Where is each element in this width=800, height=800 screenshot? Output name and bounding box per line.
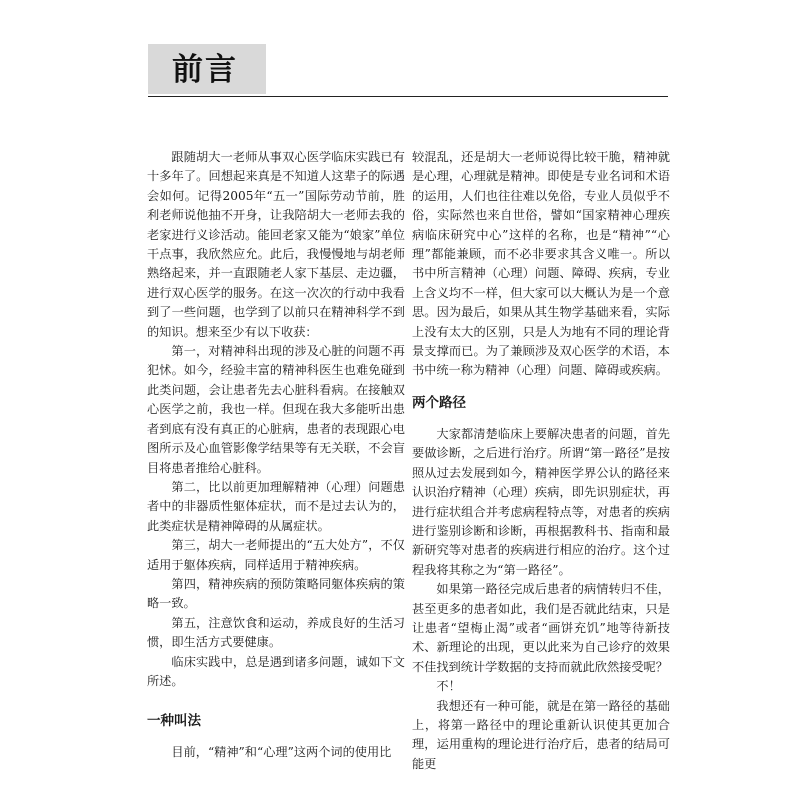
paragraph: 如果第一路径完成后患者的病情转归不佳，甚至更多的患者如此，我们是否就此结束，只是让患者“望梅止渴”或者“画饼充饥”地等待新技术、新理论的出现，更以此来为自己诊疗的效果不佳找到统计学数据的支持而就此欣然接受呢？ [412, 582, 670, 674]
paragraph: 大家都清楚临床上要解决患者的问题，首先要做诊断，之后进行治疗。所谓“第一路径”是按照从过去发展到如今，精神医学界公认的路径来认识治疗精神（心理）疾病，即先识别症状，再进行症状组合并考虑病程特点等，对患者的疾病进行鉴别诊断和诊断，再根据教科书、指南和最新研究等对患者的疾病进行相应的治疗。这个过程我将其称之为“第一路径”。 [412, 426, 670, 577]
paragraph: 第一，对精神科出现的涉及心脏的问题不再犯怵。如今，经验丰富的精神科医生也难免碰到此类问题，会让患者先去心脏科看病。在接触双心医学之前，我也一样。但现在我大多能听出患者到底有没有真正的心脏病，患者的表现跟心电图所示及心血管影像学结果等有无关联，不会盲目将患者推给心脏科。 [147, 344, 405, 475]
left-column [147, 148, 405, 763]
paragraph: 第五，注意饮食和运动，养成良好的生活习惯，即生活方式要健康。 [147, 615, 405, 650]
section-heading: 两个路径 [412, 394, 466, 411]
title-divider [148, 96, 668, 97]
paragraph: 第二，比以前更加理解精神（心理）问题患者中的非器质性躯体症状，而不是过去认为的，此类症状是精神障碍的从属症状。 [147, 479, 405, 533]
right-column [412, 148, 670, 774]
paragraph: 目前，“精神”和“心理”这两个词的使用比 [171, 745, 392, 760]
paragraph: 跟随胡大一老师从事双心医学临床实践已有十多年了。回想起来真是不知道人这辈子的际遇会如何。记得2005年“五一”国际劳动节前，胜利老师说他抽不开身，让我陪胡大一老师去我的老家进行义诊活动。能回老家又能为“娘家”单位干点事，我欣然应允。此后，我慢慢地与胡老师熟络起来，并一直跟随老人家下基层、走边疆，进行双心医学的服务。在这一次次的行动中我看到了一些问题，也学到了以前只在精神科学不到的知识。想来至少有以下收获： [147, 150, 405, 339]
paragraph: 我想还有一种可能，就是在第一路径的基础上，将第一路径中的理论重新认识使其更加合理，运用重构的理论进行治疗后，患者的结局可能更 [412, 698, 670, 771]
paragraph: 第四，精神疾病的预防策略同躯体疾病的策略一致。 [147, 576, 405, 611]
section-heading: 一种叫法 [147, 713, 201, 730]
paragraph: 临床实践中，总是遇到诸多问题，诚如下文所述。 [147, 654, 405, 688]
paragraph-continued: 较混乱，还是胡大一老师说得比较干脆，精神就是心理，心理就是精神。即使是专业名词和术语的运用，人们也往往难以免俗，专业人员似乎不俗，实际然也来自世俗，譬如“国家精神心理疾病临床研究中心”这样的名称，也是“精神”“心理”都能兼顾，而不必非要求其含义唯一。所以书中所言精神（心理）问题、障碍、疾病，专业上含义均不一样，但大家可以大概认为是一个意思。因为最后，如果从其生物学基础来看，实际上没有太大的区别，只是人为地有不同的理论背景支撑而已。为了兼顾涉及双心医学的术语，本书中统一称为精神（心理）问题、障碍或疾病。 [412, 150, 670, 378]
paragraph: 第三，胡大一老师提出的“五大处方”，不仅适用于躯体疾病，同样适用于精神疾病。 [147, 538, 405, 572]
page-title: 前言 [172, 52, 238, 88]
paragraph: 不！ [436, 679, 461, 694]
